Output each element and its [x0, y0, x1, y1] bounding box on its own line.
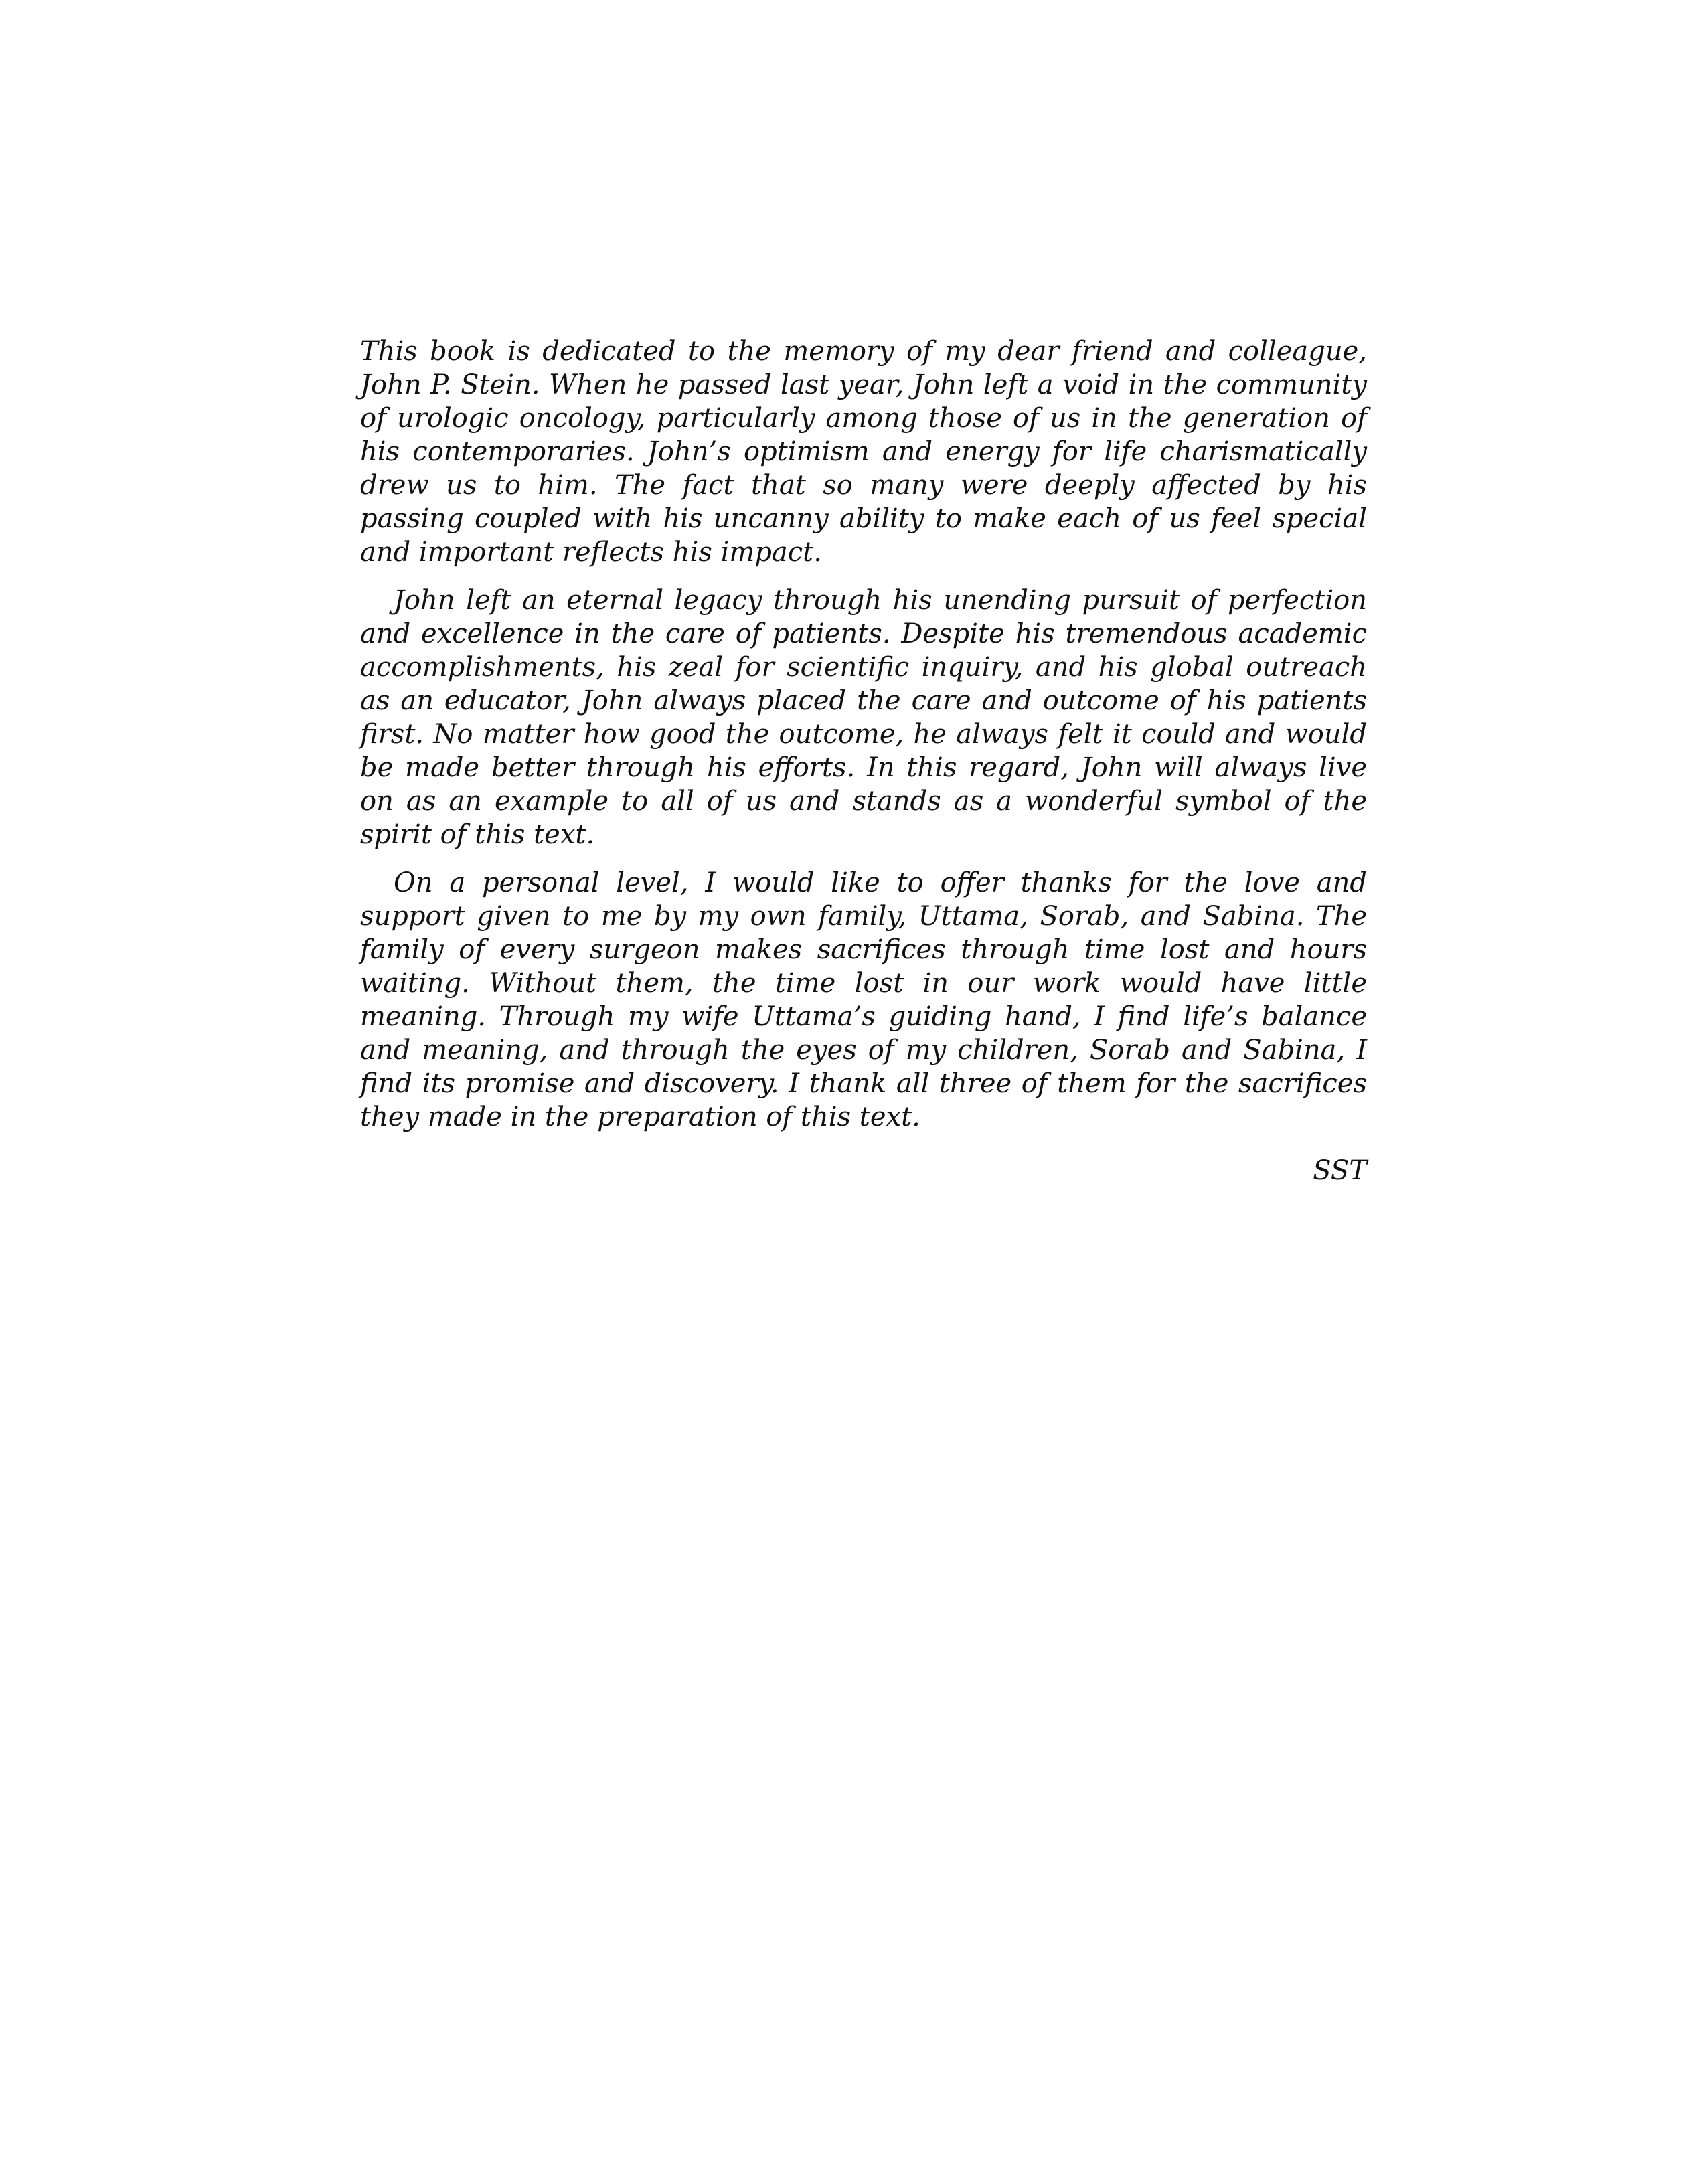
dedication-text — [360, 335, 1367, 1202]
signature-initials: SST — [1313, 1155, 1367, 1186]
dedication-paragraph-3: On a personal level, I would like to offer thanks for the love and support given to me by my own family, Uttama, Sorab, and Sabina. The family of every surgeon makes sacrifices through time lost and hours waiting. Without them, the time lost in our work would have little meaning. Through my wife Uttama’s guiding hand, I find life’s balance and meaning, and through the eyes of my children, Sorab and Sabina, I find its promise and discovery. I thank all three of them for the sacrifices they made in the preparation of this text. — [360, 867, 1367, 1132]
dedication-paragraph-1: This book is dedicated to the memory of my dear friend and colleague, John P. Stein. When he passed last year, John left a void in the community of urologic oncology, particularly among those of us in the generation of his contemporaries. John’s optimism and energy for life charismatically drew us to him. The fact that so many were deeply affected by his passing coupled with his uncanny ability to make each of us feel special and important reflects his impact. — [360, 336, 1367, 568]
dedication-paragraph-2: John left an eternal legacy through his unending pursuit of perfection and excellence in the care of patients. Despite his tremendous academic accomplishments, his zeal for scientific inquiry, and his global outreach as an educator, John always placed the care and outcome of his patients first. No matter how good the outcome, he always felt it could and would be made better through his efforts. In this regard, John will always live on as an example to all of us and stands as a wonderful symbol of the spirit of this text. — [360, 585, 1367, 850]
